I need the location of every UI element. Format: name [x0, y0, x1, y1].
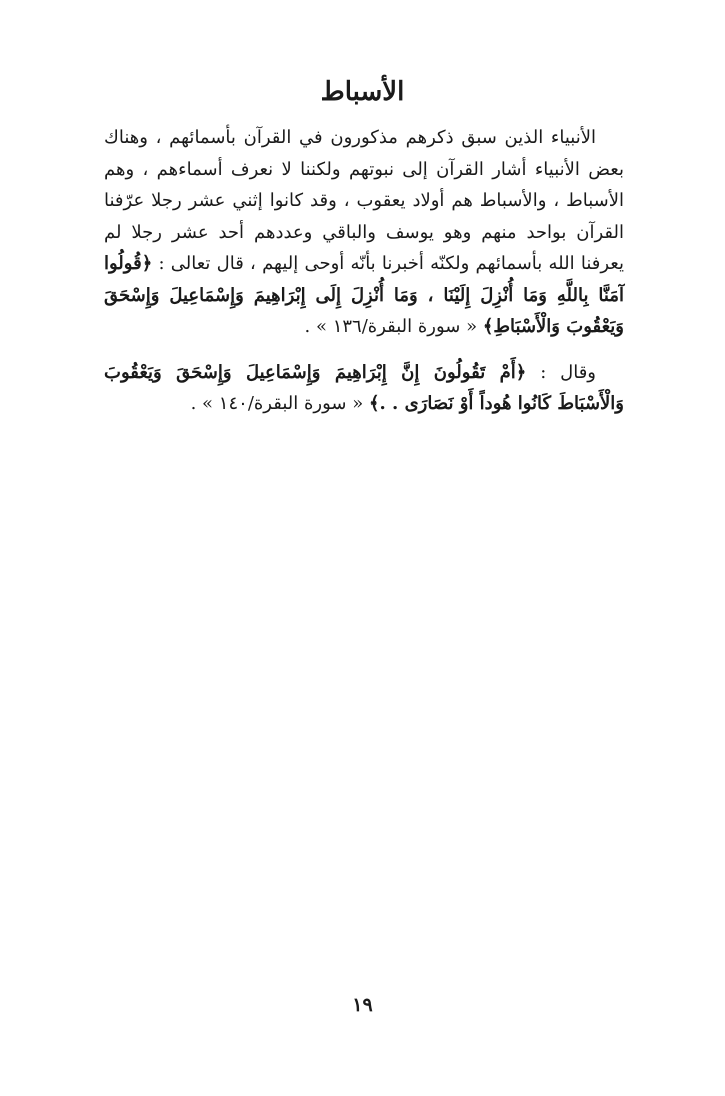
quran-verse-2: ﴿أَمْ تَقُولُونَ إِنَّ إِبْرَاهِيمَ وَإِسْمَاعِيلَ وَإِسْحَقَ وَيَعْقُوبَ وَالْأَسْبَاطَ كَانُوا هُوداً أَوْ نَصَارَى . .﴾: [104, 361, 624, 414]
quran-verse-1: ﴿قُولُوا آمَنَّا بِاللَّهِ وَمَا أُنْزِلَ إِلَيْنَا ، وَمَا أُنْزِلَ إِلَى إِبْرَاهِيمَ وَإِسْمَاعِيلَ وَإِسْحَقَ وَيَعْقُوبَ وَالْأَسْبَاطِ﴾: [104, 253, 624, 337]
paragraph-2-text: وقال :: [526, 361, 596, 383]
paragraph-1-text: الأنبياء الذين سبق ذكرهم مذكورون في القرآن بأسمائهم ، وهناك بعض الأنبياء أشار القرآن إلى نبوتهم ولكننا لا نعرف أسماءهم ، وهم الأسباط ، والأسباط هم أولاد يعقوب ، وقد كانوا إثني عشر رجلا عرّفنا القرآن بواحد منهم وهو يوسف والباقي وعددهم أحد عشر رجلا لم يعرفنا الله بأسمائهم ولكنّه أخبرنا بأنّه أوحى إليهم ، قال تعالى :: [104, 127, 624, 274]
paragraph-2: [104, 357, 624, 420]
paragraph-1: [104, 122, 624, 343]
verse-reference-1: « سورة البقرة/١٣٦ » .: [304, 316, 483, 337]
page-number: ١٩: [352, 994, 373, 1016]
page-title: الأسباط: [320, 77, 405, 107]
verse-reference-2: « سورة البقرة/١٤٠ » .: [190, 393, 369, 414]
page-body: [104, 122, 624, 420]
